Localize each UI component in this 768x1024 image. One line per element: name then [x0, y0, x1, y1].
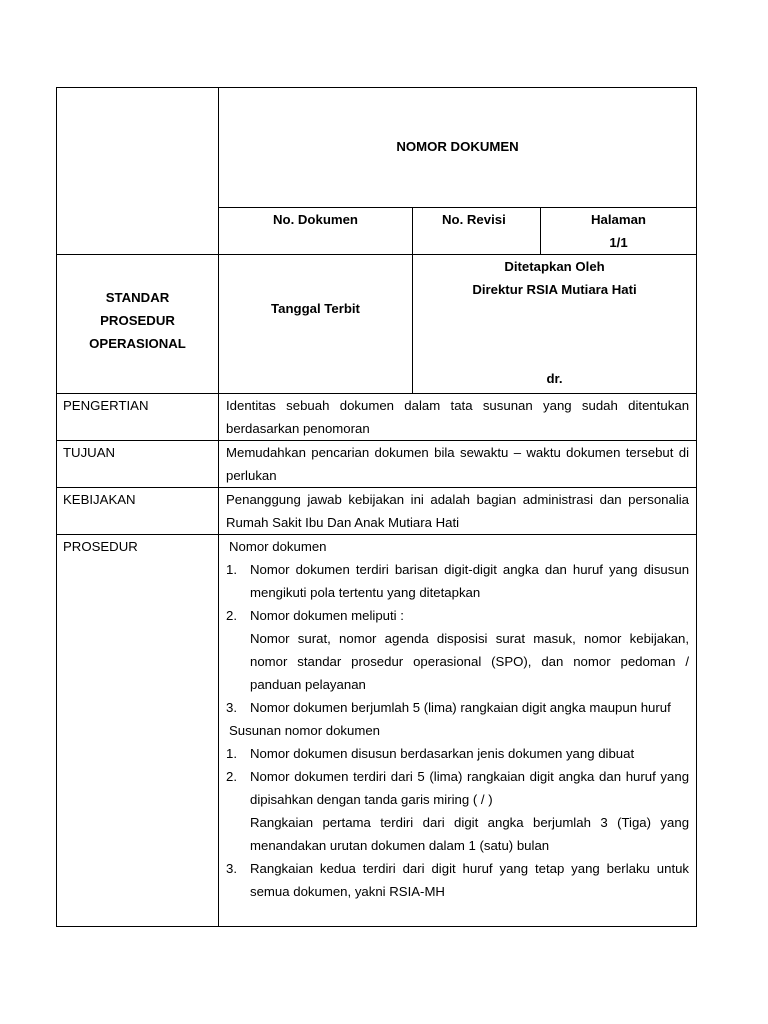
- list-item: [226, 765, 690, 857]
- dr-signature-label: dr.: [546, 371, 563, 386]
- list-item-text: Nomor dokumen disusun berdasarkan jenis dokumen yang dibuat: [250, 746, 635, 761]
- list-item-subtext: Nomor surat, nomor agenda disposisi surat masuk, nomor kebijakan, nomor standar prosedur operasional (SPO), dan nomor pedoman / panduan pelayanan: [250, 631, 690, 692]
- list-item-subtext: Rangkaian pertama terdiri dari digit angka berjumlah 3 (Tiga) yang menandakan urutan dokumen dalam 1 (satu) bulan: [250, 815, 690, 853]
- spo-title-line2: PROSEDUR: [100, 313, 175, 328]
- ditetapkan-cell: [413, 255, 697, 394]
- list-item-text: Nomor dokumen terdiri dari 5 (lima) rangkaian digit angka dan huruf yang dipisahkan dengan tanda garis miring ( / ): [250, 769, 690, 807]
- spo-table: [56, 87, 697, 927]
- halaman-header: Halaman: [591, 212, 646, 227]
- list-item: [226, 857, 690, 903]
- list-item: [226, 558, 690, 604]
- tujuan-text: Memudahkan pencarian dokumen bila sewaktu – waktu dokumen tersebut di perlukan: [219, 441, 697, 488]
- prosedur-section2-title: Susunan nomor dokumen: [229, 723, 381, 738]
- list-item: [226, 696, 689, 719]
- direktur-label: Direktur RSIA Mutiara Hati: [472, 282, 637, 297]
- halaman-cell: [541, 208, 697, 255]
- list-item: [226, 742, 689, 765]
- tujuan-label: TUJUAN: [57, 441, 219, 488]
- tanggal-terbit: Tanggal Terbit: [219, 255, 413, 394]
- kebijakan-text: Penanggung jawab kebijakan ini adalah bagian administrasi dan personalia Rumah Sakit Ibu Dan Anak Mutiara Hati: [219, 488, 697, 535]
- logo-cell: [57, 88, 219, 255]
- prosedur-label: PROSEDUR: [57, 535, 219, 927]
- spo-title-line3: OPERASIONAL: [89, 336, 186, 351]
- list-item-number: 1.: [226, 746, 237, 761]
- kebijakan-label: KEBIJAKAN: [57, 488, 219, 535]
- list-item-text: Nomor dokumen berjumlah 5 (lima) rangkaian digit angka maupun huruf: [250, 700, 671, 715]
- list-item-text: Rangkaian kedua terdiri dari digit huruf yang tetap yang berlaku untuk semua dokumen, yakni RSIA-MH: [250, 861, 690, 899]
- spo-title-line1: STANDAR: [105, 290, 170, 305]
- nomor-dokumen-title: NOMOR DOKUMEN: [219, 88, 697, 208]
- list-item-number: 1.: [226, 562, 237, 577]
- spo-title-cell: [57, 255, 219, 394]
- halaman-value: 1/1: [609, 235, 628, 250]
- list-item-number: 2.: [226, 769, 237, 784]
- list-item-text: Nomor dokumen meliputi :: [250, 608, 404, 623]
- ditetapkan-oleh: Ditetapkan Oleh: [504, 259, 605, 274]
- list-item: [226, 604, 690, 696]
- pengertian-label: PENGERTIAN: [57, 394, 219, 441]
- prosedur-section2-list: [226, 742, 689, 903]
- prosedur-content: [219, 535, 697, 927]
- list-item-number: 3.: [226, 861, 237, 876]
- list-item-text: Nomor dokumen terdiri barisan digit-digit angka dan huruf yang disusun mengikuti pola tertentu yang ditetapkan: [250, 562, 690, 600]
- pengertian-text: Identitas sebuah dokumen dalam tata susunan yang sudah ditentukan berdasarkan penomoran: [219, 394, 697, 441]
- prosedur-section1-list: [226, 558, 689, 719]
- list-item-number: 2.: [226, 608, 237, 623]
- no-dokumen-header: No. Dokumen: [219, 208, 413, 255]
- list-item-number: 3.: [226, 700, 237, 715]
- prosedur-section1-title: Nomor dokumen: [229, 539, 327, 554]
- no-revisi-header: No. Revisi: [413, 208, 541, 255]
